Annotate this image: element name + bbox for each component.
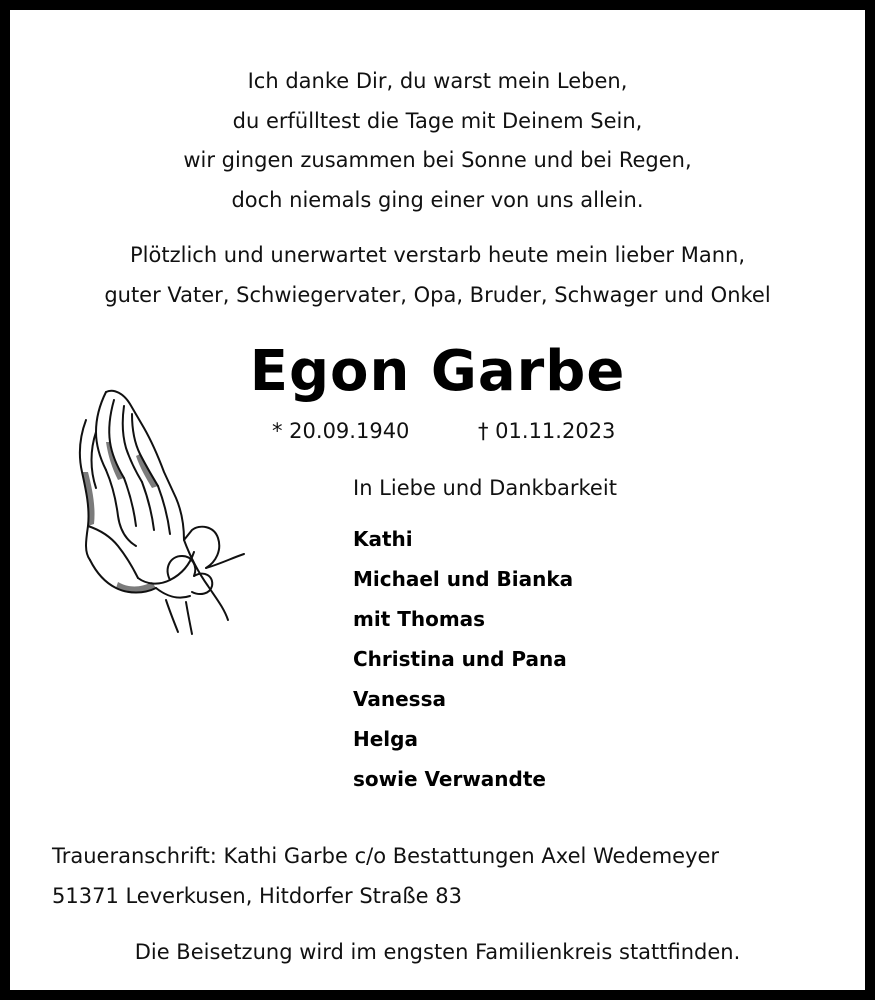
praying-hands-icon	[66, 380, 256, 640]
mourner-name: Vanessa	[353, 687, 446, 711]
mourner-name: Helga	[353, 727, 418, 751]
mourning-address	[52, 836, 719, 916]
mourner-name: Kathi	[353, 527, 413, 551]
address-line: Traueranschrift: Kathi Garbe c/o Bestattungen Axel Wedemeyer	[52, 844, 720, 868]
poem	[10, 62, 865, 220]
mourner-name: Michael und Bianka	[353, 567, 574, 591]
dedication-text: In Liebe und Dankbarkeit	[353, 476, 617, 500]
death-date: † 01.11.2023	[478, 419, 616, 443]
poem-line: doch niemals ging einer von uns allein.	[231, 187, 644, 212]
poem-line: wir gingen zusammen bei Sonne und bei Regen,	[183, 148, 692, 172]
poem-line: du erfülltest die Tage mit Deinem Sein,	[232, 108, 643, 133]
birth-date: * 20.09.1940	[272, 419, 410, 443]
mourner-name: sowie Verwandte	[353, 767, 546, 791]
mourners-list	[353, 519, 573, 799]
mourner-name: Christina und Pana	[353, 647, 567, 671]
intro-text	[10, 235, 865, 315]
mourner-name: mit Thomas	[353, 607, 486, 631]
address-line: 51371 Leverkusen, Hitdorfer Straße 83	[52, 884, 462, 908]
burial-note: Die Beisetzung wird im engsten Familienkreis stattfinden.	[134, 940, 741, 964]
deceased-name: Egon Garbe	[249, 339, 626, 404]
intro-line: guter Vater, Schwiegervater, Opa, Bruder, Schwager und Onkel	[104, 283, 771, 307]
poem-line: Ich danke Dir, du warst mein Leben,	[247, 69, 628, 93]
intro-line: Plötzlich und unerwartet verstarb heute mein lieber Mann,	[130, 243, 745, 267]
